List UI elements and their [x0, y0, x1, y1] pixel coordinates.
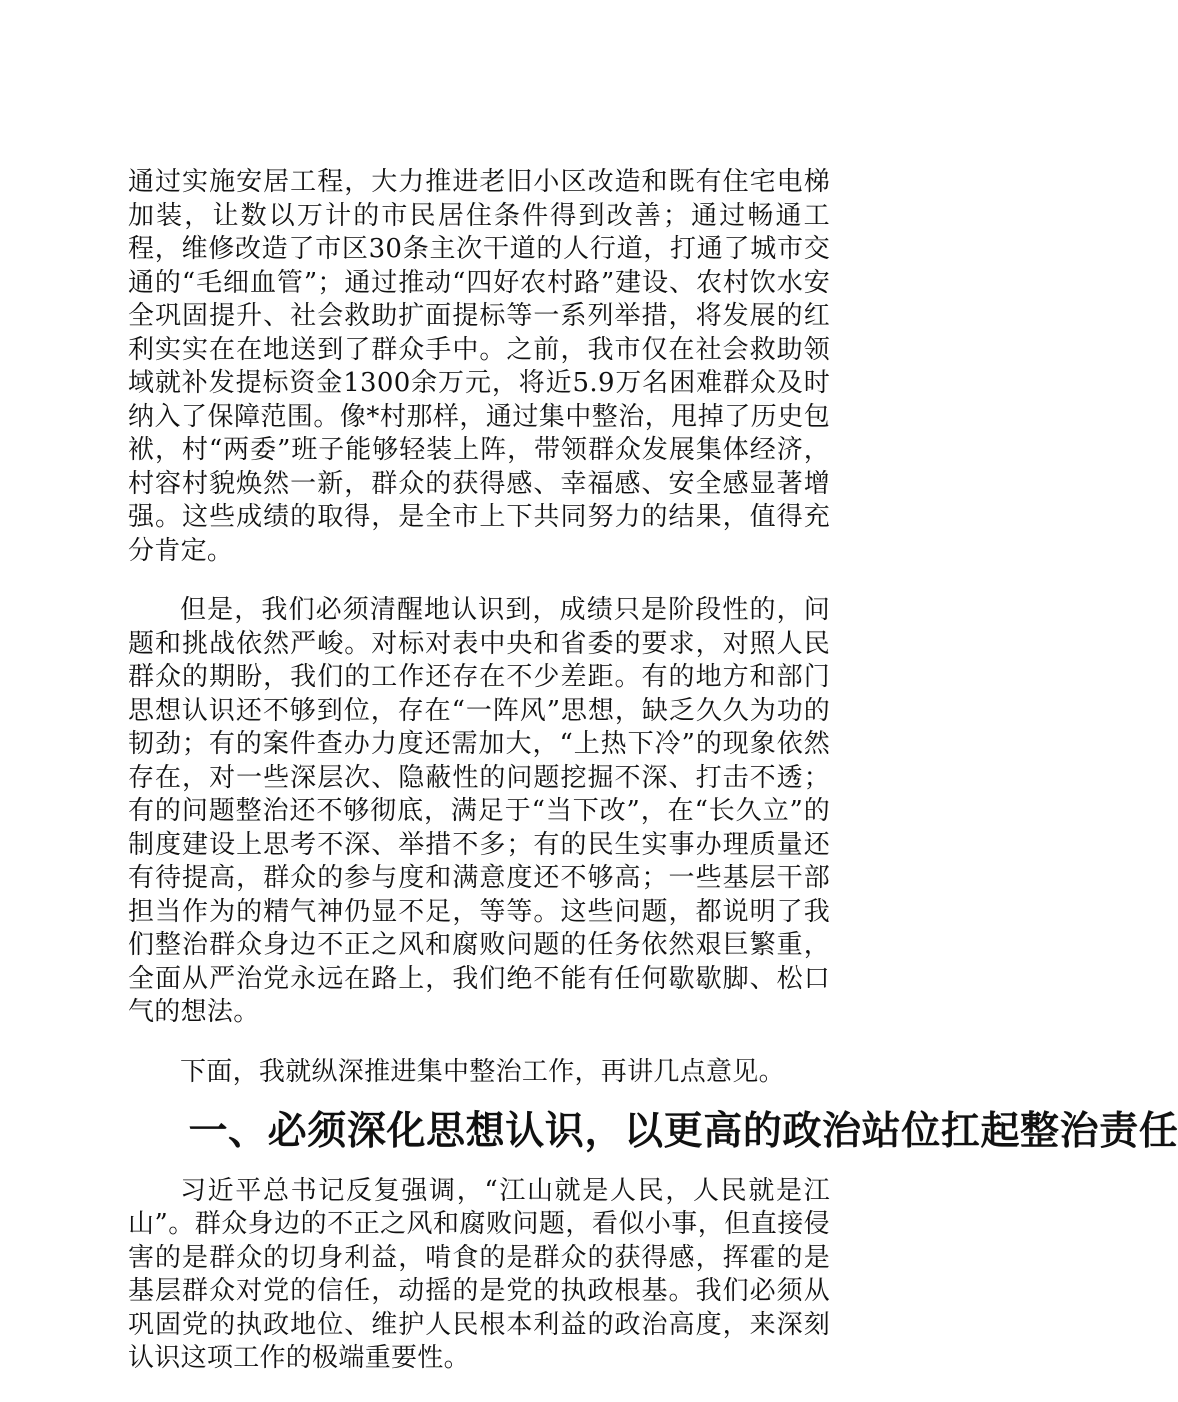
section-heading-one: 一、必须深化思想认识，以更高的政治站位扛起整治责任 [188, 1109, 1178, 1154]
body-paragraph-closing: 习近平总书记反复强调，“江山就是人民，人民就是江山”。群众身边的不正之风和腐败问题，看似小事，但直接侵害的是群众的切身利益，啃食的是群众的获得感，挥霍的是基层群众对党的信任，动摇的是党的执政根基。我们必须从巩固党的执政地位、维护人民根本利益的政治高度，来深刻认识这项工作的极端重要性。 [128, 1175, 830, 1373]
body-paragraph-achievements: 通过实施安居工程，大力推进老旧小区改造和既有住宅电梯加装，让数以万计的市民居住条件得到改善；通过畅通工程，维修改造了市区30条主次干道的人行道，打通了城市交通的“毛细血管”；通过推动“四好农村路”建设、农村饮水安全巩固提升、社会救助扩面提标等一系列举措，将发展的红利实实在在地送到了群众手中。之前，我市仅在社会救助领域就补发提标资金1300余万元，将近5.9万名困难群众及时纳入了保障范围。像*村那样，通过集中整治，甩掉了历史包袱，村“两委”班子能够轻装上阵，带领群众发展集体经济，村容村貌焕然一新，群众的获得感、幸福感、安全感显著增强。这些成绩的取得，是全市上下共同努力的结果，值得充分肯定。 [128, 167, 830, 566]
body-paragraph-transition: 下面，我就纵深推进集中整治工作，再讲几点意见。 [180, 1056, 785, 1087]
document-body [128, 166, 1178, 1402]
body-paragraph-problems: 但是，我们必须清醒地认识到，成绩只是阶段性的，问题和挑战依然严峻。对标对表中央和省委的要求，对照人民群众的期盼，我们的工作还存在不少差距。有的地方和部门思想认识还不够到位，存在“一阵风”思想，缺乏久久为功的韧劲；有的案件查办力度还需加大，“上热下冷”的现象依然存在，对一些深层次、隐蔽性的问题挖掘不深、打击不透；有的问题整治还不够彻底，满足于“当下改”，在“长久立”的制度建设上思考不深、举措不多；有的民生实事办理质量还有待提高，群众的参与度和满意度还不够高；一些基层干部担当作为的精气神仍显不足，等等。这些问题，都说明了我们整治群众身边不正之风和腐败问题的任务依然艰巨繁重，全面从严治党永远在路上，我们绝不能有任何歇歇脚、松口气的想法。 [128, 595, 830, 1027]
